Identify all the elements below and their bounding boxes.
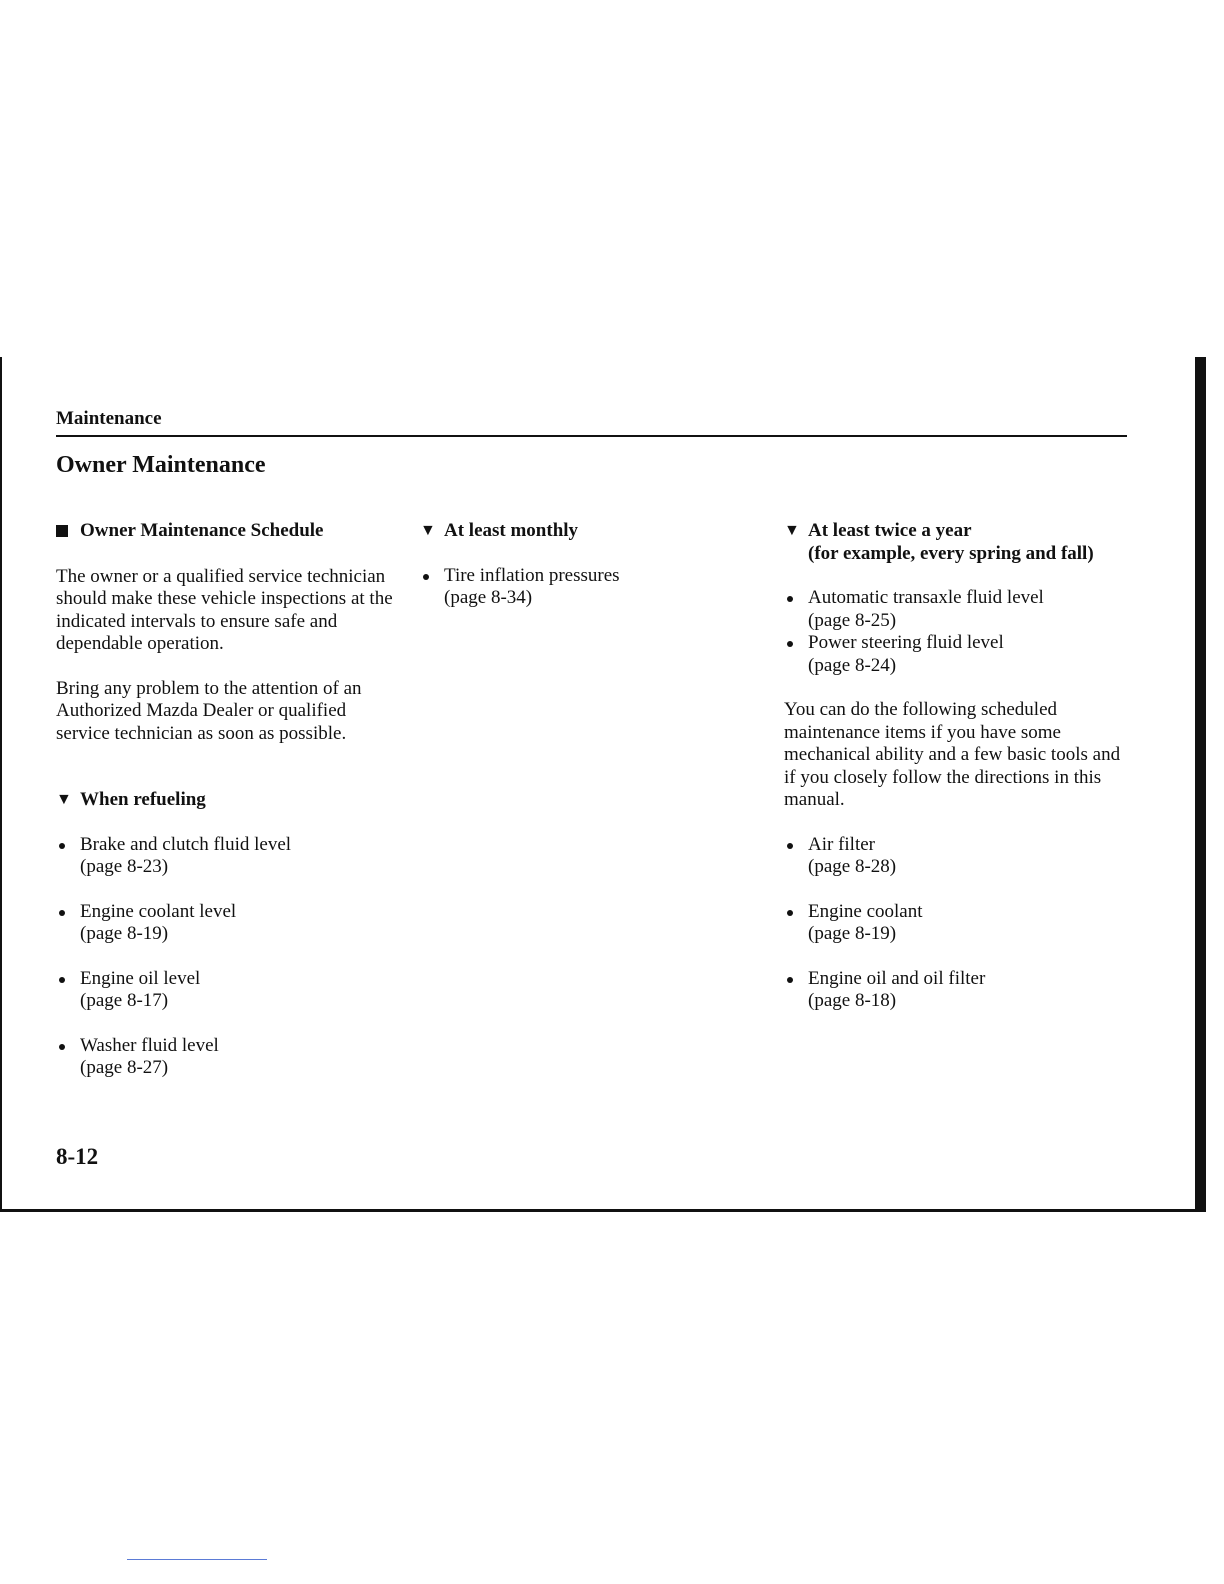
triangle-down-icon: ▼	[784, 522, 800, 539]
item-label: Power steering fluid level	[808, 632, 1004, 653]
refueling-heading-text: When refueling	[80, 789, 206, 810]
list-item	[784, 632, 1134, 677]
item-page-ref: (page 8-19)	[80, 923, 169, 944]
list-item	[420, 565, 760, 610]
twice-yearly-heading-line2: (for example, every spring and fall)	[808, 542, 1094, 564]
list-item	[56, 1035, 401, 1080]
item-label: Washer fluid level	[80, 1034, 219, 1056]
bullet-dot-icon	[423, 574, 429, 580]
square-bullet-icon	[56, 525, 68, 537]
monthly-heading-text: At least monthly	[444, 520, 579, 541]
monthly-heading	[420, 520, 760, 543]
item-page-ref: (page 8-17)	[80, 990, 169, 1011]
item-page-ref: (page 8-23)	[80, 856, 169, 877]
bullet-dot-icon	[787, 641, 793, 647]
twice-yearly-heading	[784, 520, 1134, 565]
link-underline	[127, 1559, 267, 1560]
item-label: Brake and clutch fluid level	[80, 833, 292, 855]
schedule-heading	[56, 520, 401, 543]
item-page-ref: (page 8-27)	[80, 1057, 169, 1078]
bullet-dot-icon	[787, 910, 793, 916]
item-page-ref: (page 8-18)	[808, 990, 897, 1011]
bullet-dot-icon	[59, 843, 65, 849]
item-page-ref: (page 8-24)	[808, 654, 897, 676]
item-page-ref: (page 8-34)	[444, 587, 533, 608]
intro-paragraph: The owner or a qualified service technician should make these vehicle inspections at the indicated intervals to ensure safe and dependable operation.	[56, 565, 393, 654]
page-title: Owner Maintenance	[56, 452, 266, 478]
list-item	[784, 901, 1134, 946]
bullet-dot-icon	[59, 910, 65, 916]
triangle-down-icon: ▼	[56, 791, 72, 808]
list-item	[56, 968, 401, 1013]
list-item	[784, 587, 1134, 632]
refueling-heading	[56, 789, 401, 812]
item-label: Automatic transaxle fluid level	[808, 587, 1044, 608]
column-left	[56, 520, 401, 1080]
item-label: Engine coolant level	[80, 900, 237, 922]
diy-paragraph: You can do the following scheduled maintenance items if you have some mechanical ability and a few basic tools and if you closely follow the directions in this manual.	[784, 699, 1121, 810]
twice-yearly-heading-line1: At least twice a year	[808, 520, 972, 541]
section-header: Maintenance	[56, 408, 162, 429]
page-number: 8-12	[56, 1144, 99, 1169]
item-label: Tire inflation pressures	[444, 564, 620, 586]
column-right	[784, 520, 1134, 1013]
item-label: Engine oil level	[80, 967, 201, 989]
dealer-paragraph: Bring any problem to the attention of an Authorized Mazda Dealer or qualified service technician as soon as possible.	[56, 677, 362, 744]
bullet-dot-icon	[787, 977, 793, 983]
item-label: Engine coolant	[808, 900, 923, 922]
item-page-ref: (page 8-28)	[808, 856, 897, 877]
item-page-ref: (page 8-19)	[808, 923, 897, 944]
item-label: Air filter	[808, 833, 876, 855]
item-label: Engine oil and oil filter	[808, 967, 986, 989]
list-item	[784, 834, 1134, 879]
item-page-ref: (page 8-25)	[808, 609, 897, 631]
bullet-dot-icon	[59, 1044, 65, 1050]
list-item	[56, 901, 401, 946]
bullet-dot-icon	[787, 596, 793, 602]
column-middle	[420, 520, 760, 610]
bullet-dot-icon	[787, 843, 793, 849]
bullet-dot-icon	[59, 977, 65, 983]
triangle-down-icon: ▼	[420, 522, 436, 539]
header-divider	[56, 435, 1127, 437]
list-item	[56, 834, 401, 879]
schedule-heading-text: Owner Maintenance Schedule	[80, 520, 324, 541]
list-item	[784, 968, 1134, 1013]
